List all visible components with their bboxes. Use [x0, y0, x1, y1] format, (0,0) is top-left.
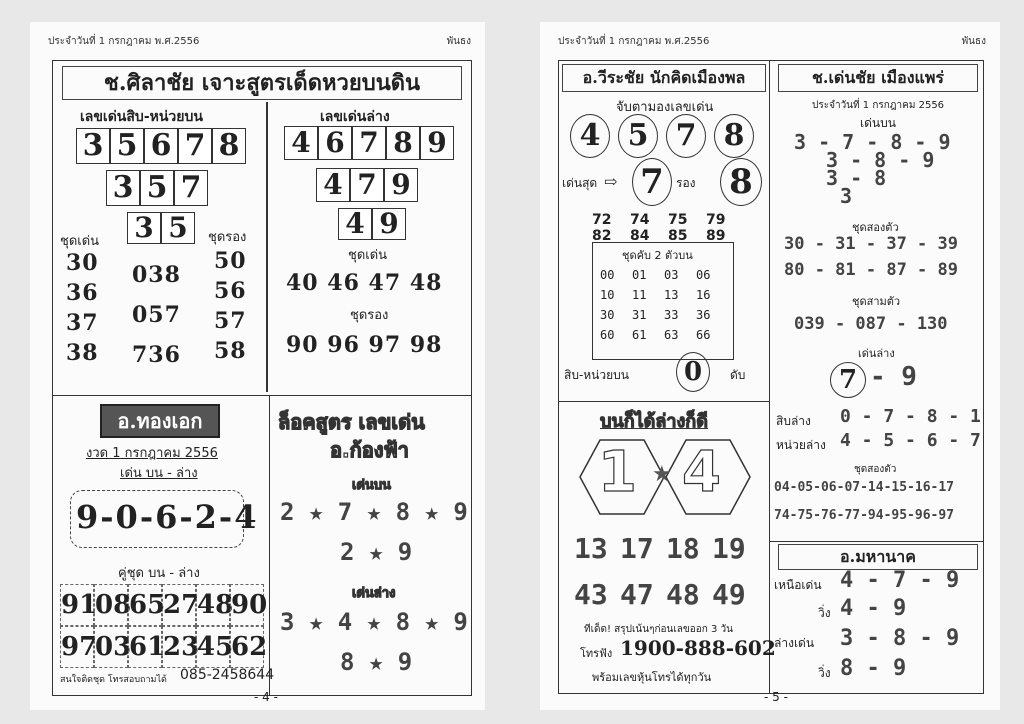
- banna-title: บนก็ได้ล่างก็ดี: [600, 411, 708, 432]
- digit-cell: 7: [174, 170, 208, 206]
- sib-lang-values: 0 - 7 - 8 - 1: [840, 406, 981, 427]
- sila-row1: [76, 128, 246, 164]
- header-paper: พันธง: [961, 36, 986, 47]
- banna-num: 47: [620, 578, 654, 611]
- banna-phone: 1900-888-602: [620, 636, 776, 660]
- pair-cell: 90: [230, 584, 264, 626]
- kongfa-title2: อ.ก้องฟ้า: [330, 438, 409, 462]
- sila-brow2: [316, 168, 418, 202]
- digit-cell: 4: [284, 126, 318, 160]
- wirachai-table-cell: 01: [632, 268, 647, 282]
- kongfa-top-row2: 2 ★ 9: [340, 538, 413, 566]
- digit-cell: 8: [386, 126, 420, 160]
- denchai-row: 3 - 8 - 9: [826, 148, 935, 172]
- thongek-footer: สนใจติดชุด โทรสอบถามได้: [60, 675, 167, 685]
- den-lang-circle: 7: [830, 362, 866, 398]
- banna-num: 19: [712, 532, 746, 565]
- kongfa-top-label: เด่นบน: [352, 478, 391, 493]
- set-den-values: 40 46 47 48: [286, 270, 443, 296]
- wirachai-circle: 8: [714, 114, 754, 158]
- pair-cell: 62: [230, 626, 264, 668]
- sila-bottom-label: เลขเด่นล่าง: [320, 109, 390, 125]
- sila-row3: [127, 212, 195, 244]
- set2-row2: 80 - 81 - 87 - 89: [784, 260, 958, 280]
- pair-cell: 91: [60, 584, 94, 626]
- arrow-icon: ⇨: [604, 172, 618, 191]
- den-sud-circle: 7: [632, 158, 672, 206]
- sila-mid-num: 736: [132, 342, 181, 368]
- phone-label: โทรฟัง: [580, 647, 613, 660]
- mahanak-r4: 8 - 9: [840, 656, 907, 681]
- sila-mid-num: 038: [132, 262, 181, 288]
- sib-lang-label: สิบล่าง: [776, 414, 811, 428]
- pair-cell: 23: [162, 626, 196, 668]
- set-rong-label: ชุดรอง: [350, 308, 389, 323]
- mahanak-r3: 3 - 8 - 9: [840, 626, 960, 651]
- digit-cell: 5: [161, 212, 195, 244]
- pair-cell: 27: [162, 584, 196, 626]
- header-date: ประจำวันที่ 1 กรกฎาคม พ.ศ.2556: [558, 36, 710, 47]
- wirachai-table-cell: 11: [632, 288, 647, 302]
- pair-cell: 97: [60, 626, 94, 668]
- digit-cell: 9: [420, 126, 454, 160]
- banna-left-num: 1: [598, 440, 637, 505]
- banna-footer: พร้อมเลขหุ้นโทรได้ทุกวัน: [592, 671, 712, 684]
- set3-values: 039 - 087 - 130: [794, 314, 948, 334]
- digit-cell: 5: [110, 128, 144, 164]
- thongek-date: งวด 1 กรกฎาคม 2556: [86, 446, 218, 461]
- left-page: [30, 22, 485, 710]
- digit-cell: 5: [140, 170, 174, 206]
- wirachai-list-num: 79: [706, 212, 726, 228]
- sila-brow1: [284, 126, 454, 160]
- mahanak-r3-label: ล่างเด่น: [774, 636, 815, 650]
- digit-cell: 4: [338, 208, 372, 240]
- digit-cell: 7: [350, 168, 384, 202]
- den-bon-label: เด่นบน: [860, 116, 896, 130]
- den-lang-b: - 9: [870, 362, 917, 392]
- nuay-lang-values: 4 - 5 - 6 - 7: [840, 430, 981, 451]
- sila-left-num: 36: [66, 280, 99, 306]
- right-page: [540, 22, 1000, 710]
- nuay-lang-label: หน่วยล่าง: [776, 438, 826, 452]
- wirachai-circle: 5: [618, 114, 658, 158]
- wirachai-list-num: 82: [592, 228, 612, 244]
- banna-num: 13: [574, 532, 608, 565]
- sila-brow3: [338, 208, 406, 240]
- wirachai-table-cell: 66: [696, 328, 711, 342]
- pair-cell: 65: [128, 584, 162, 626]
- pairs-label: คู่ชุด บน - ล่าง: [118, 566, 200, 581]
- banna-num: 49: [712, 578, 746, 611]
- sila-mid-num: 057: [132, 302, 181, 328]
- wirachai-list-num: 75: [668, 212, 688, 228]
- wirachai-table-label: ชุดคับ 2 ตัวบน: [622, 249, 693, 262]
- digit-cell: 4: [316, 168, 350, 202]
- sila-left-num: 30: [66, 250, 99, 276]
- wirachai-table-cell: 06: [696, 268, 711, 282]
- set2b-row1: 04-05-06-07-14-15-16-17: [774, 480, 955, 495]
- pair-cell: 48: [196, 584, 230, 626]
- digit-cell: 3: [106, 170, 140, 206]
- wirachai-table-cell: 10: [600, 288, 615, 302]
- digit-cell: 3: [76, 128, 110, 164]
- wirachai-circle: 7: [666, 114, 706, 158]
- kongfa-bot-row1: 3 ★ 4 ★ 8 ★ 9: [280, 608, 468, 636]
- denchai-title: ช.เด่นชัย เมืองแพร่: [778, 64, 978, 92]
- den-lang-label: เด่นล่าง: [858, 347, 895, 360]
- sila-right-num: 50: [214, 248, 247, 274]
- page-number-left: - 4 -: [254, 690, 278, 704]
- set2-label: ชุดสองตัว: [852, 221, 899, 234]
- denchai-row: 3 - 7 - 8 - 9: [794, 130, 951, 154]
- wirachai-table-cell: 63: [664, 328, 679, 342]
- denchai-row: 3 - 8: [826, 166, 887, 190]
- kongfa-bot-label: เด่นล่าง: [352, 586, 396, 601]
- star-icon: ★: [652, 462, 672, 487]
- set2b-row2: 74-75-76-77-94-95-96-97: [774, 508, 955, 523]
- banna-right-num: 4: [682, 440, 721, 505]
- wirachai-table-cell: 13: [664, 288, 679, 302]
- wirachai-table-cell: 60: [600, 328, 615, 342]
- sib-circle: 0: [676, 352, 710, 392]
- thongek-title: อ.ทองเอก: [100, 404, 220, 438]
- kongfa-bot-row2: 8 ★ 9: [340, 648, 413, 676]
- digit-cell: 3: [127, 212, 161, 244]
- sila-right-num: 57: [214, 308, 247, 334]
- wirachai-sub: จับตามองเลขเด่น: [616, 100, 714, 115]
- wirachai-list-num: 84: [630, 228, 650, 244]
- pair-cell: 03: [94, 626, 128, 668]
- sila-right-num: 58: [214, 338, 247, 364]
- wirachai-table-cell: 30: [600, 308, 615, 322]
- mahanak-r2: 4 - 9: [840, 596, 907, 621]
- pair-cell: 08: [94, 584, 128, 626]
- sila-left-num: 38: [66, 340, 99, 366]
- set3-label: ชุดสามตัว: [852, 295, 901, 308]
- wirachai-list-num: 74: [630, 212, 650, 228]
- page-number-right: - 5 -: [764, 690, 788, 704]
- pair-cell: 45: [196, 626, 230, 668]
- thongek-nums: 9-0-6-2-4: [76, 498, 259, 536]
- rong-circle: 8: [720, 158, 762, 206]
- digit-cell: 6: [318, 126, 352, 160]
- pair-cell: 61: [128, 626, 162, 668]
- banna-num: 48: [666, 578, 700, 611]
- wirachai-table-cell: 16: [696, 288, 711, 302]
- chud-den-label: ชุดเด่น: [60, 234, 100, 249]
- wirachai-table-cell: 33: [664, 308, 679, 322]
- dab-label: ดับ: [730, 368, 746, 382]
- digit-cell: 9: [372, 208, 406, 240]
- digit-cell: 9: [384, 168, 418, 202]
- thongek-phone: 085-2458644: [180, 667, 275, 683]
- digit-cell: 7: [178, 128, 212, 164]
- banna-num: 17: [620, 532, 654, 565]
- wirachai-title: อ.วีระชัย นักคิดเมืองพล: [562, 64, 766, 92]
- wirachai-list-num: 85: [668, 228, 688, 244]
- wirachai-table-cell: 31: [632, 308, 647, 322]
- sila-right-num: 56: [214, 278, 247, 304]
- kongfa-title1: ล็อคสูตร เลขเด่น: [278, 410, 425, 434]
- sila-row2: [106, 170, 208, 206]
- digit-cell: 7: [352, 126, 386, 160]
- wirachai-table-cell: 00: [600, 268, 615, 282]
- denchai-row: 3: [840, 184, 853, 208]
- wirachai-list-num: 89: [706, 228, 726, 244]
- den-sud-label: เด่นสุด: [562, 176, 598, 190]
- banna-num: 18: [666, 532, 700, 565]
- wirachai-table-cell: 03: [664, 268, 679, 282]
- sila-left-num: 37: [66, 310, 99, 336]
- wirachai-table-cell: 61: [632, 328, 647, 342]
- sila-title: ช.ศิลาชัย เจาะสูตรเด็ดหวยบนดิน: [62, 66, 462, 100]
- mahanak-r2-label: วิ่ง: [818, 606, 831, 620]
- chud-rong-label: ชุดรอง: [208, 230, 247, 245]
- mahanak-title: อ.มหานาค: [778, 544, 978, 570]
- set-den-label: ชุดเด่น: [348, 248, 388, 263]
- set-rong-values: 90 96 97 98: [286, 332, 443, 358]
- thongek-sub: เด่น บน - ล่าง: [120, 466, 198, 481]
- mahanak-r4-label: วิ่ง: [818, 666, 831, 680]
- wirachai-circle: 4: [570, 114, 610, 158]
- mahanak-r1-label: เหนือเด่น: [774, 578, 822, 592]
- sila-divider: [266, 102, 268, 392]
- digit-cell: 6: [144, 128, 178, 164]
- wirachai-table-cell: 36: [696, 308, 711, 322]
- banna-num: 43: [574, 578, 608, 611]
- wirachai-list-num: 72: [592, 212, 612, 228]
- header-paper: พันธง: [446, 36, 471, 47]
- sib-label: สิบ-หน่วยบน: [564, 368, 629, 382]
- mahanak-r1: 4 - 7 - 9: [840, 568, 960, 593]
- set2b-label: ชุดสองตัว: [854, 464, 897, 475]
- set2-row1: 30 - 31 - 37 - 39: [784, 234, 958, 254]
- digit-cell: 8: [212, 128, 246, 164]
- kongfa-top-row1: 2 ★ 7 ★ 8 ★ 9: [280, 498, 468, 526]
- banna-note: ทีเด็ด! สรุปเน้นๆก่อนเลขออก 3 วัน: [584, 624, 733, 635]
- rong-label: รอง: [676, 176, 696, 190]
- denchai-date: ประจำวันที่ 1 กรกฎาคม 2556: [812, 100, 945, 111]
- sila-top-label: เลขเด่นสิบ-หน่วยบน: [80, 109, 203, 125]
- header-date: ประจำวันที่ 1 กรกฎาคม พ.ศ.2556: [48, 36, 200, 47]
